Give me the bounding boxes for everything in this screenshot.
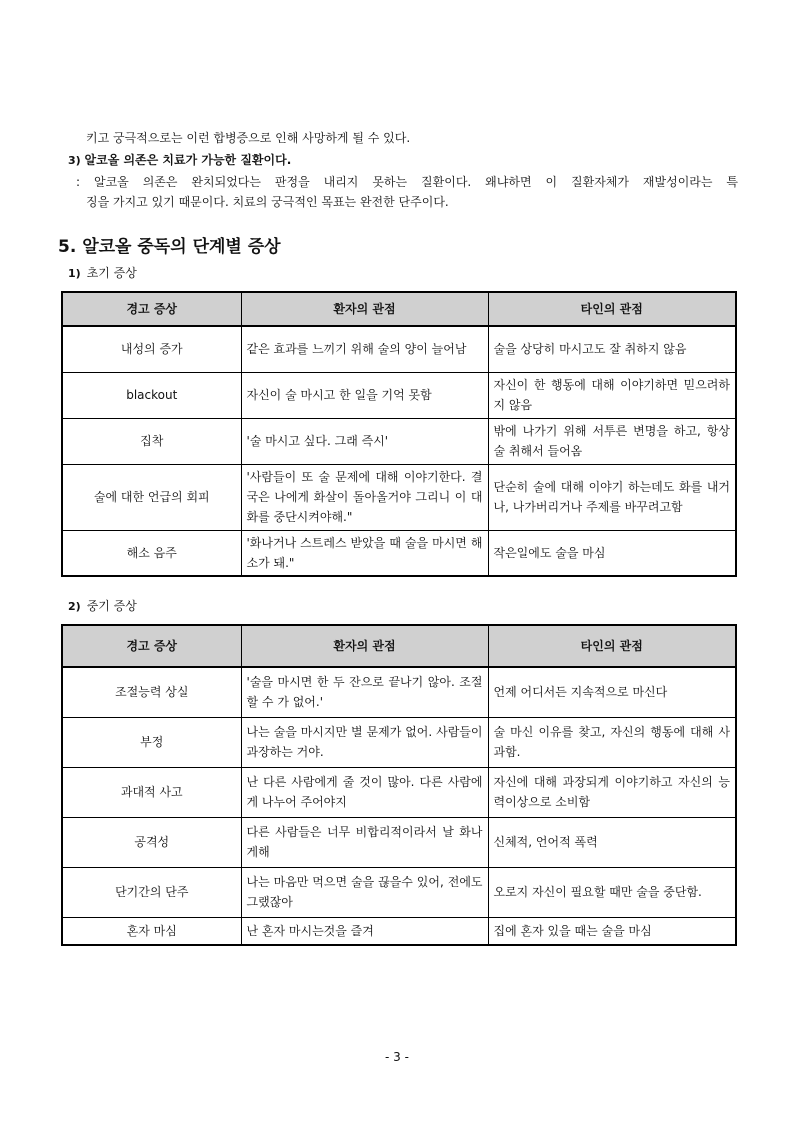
cell-warning: 부정: [62, 717, 241, 767]
cell-others: 단순히 술에 대해 이야기 하는데도 화를 내거나, 나가버리거나 주제를 바꾸려고함: [488, 464, 736, 530]
header-warning: 경고 증상: [62, 625, 241, 667]
header-others: 타인의 관점: [488, 292, 736, 326]
cell-others: 자신이 한 행동에 대해 이야기하면 믿으려하지 않음: [488, 372, 736, 418]
header-others: 타인의 관점: [488, 625, 736, 667]
page-number: - 3 -: [385, 1050, 409, 1064]
cell-warning: 혼자 마심: [62, 917, 241, 945]
intro-continuation: 키고 궁극적으로는 이런 합병증으로 인해 사망하게 될 수 있다.: [86, 131, 411, 145]
cell-others: 집에 혼자 있을 때는 술을 마심: [488, 917, 736, 945]
cell-patient: 나는 술을 마시지만 별 문제가 없어. 사람들이 과장하는 거야.: [241, 717, 488, 767]
cell-patient: 다른 사람들은 너무 비합리적이라서 날 화나게해: [241, 817, 488, 867]
point3-title: 알코올 의존은 치료가 가능한 질환이다.: [84, 153, 292, 167]
middle-subheading: [68, 597, 137, 616]
table-row: [62, 464, 736, 530]
early-title: 초기 증상: [86, 266, 137, 280]
cell-warning: 공격성: [62, 817, 241, 867]
cell-patient: '사람들이 또 술 문제에 대해 이야기한다. 결국은 나에게 화살이 돌아올거야 그리니 이 대화를 중단시켜야해.": [241, 464, 488, 530]
table-row: [62, 530, 736, 576]
cell-others: 작은일에도 술을 마심: [488, 530, 736, 576]
cell-warning: 과대적 사고: [62, 767, 241, 817]
point3-body-line2: 징을 가지고 있기 때문이다. 치료의 궁극적인 목표는 완전한 단주이다.: [86, 195, 449, 209]
cell-patient: 난 다른 사람에게 줄 것이 많아. 다른 사람에게 나누어 주어야지: [241, 767, 488, 817]
cell-others: 술을 상당히 마시고도 잘 취하지 않음: [488, 326, 736, 372]
cell-warning: 단기간의 단주: [62, 867, 241, 917]
table-row: [62, 418, 736, 464]
cell-warning: 내성의 증가: [62, 326, 241, 372]
cell-others: 밖에 나가기 위해 서투른 변명을 하고, 항상 술 취해서 들어옴: [488, 418, 736, 464]
table-row: [62, 667, 736, 717]
header-patient: 환자의 관점: [241, 292, 488, 326]
early-subheading: [68, 264, 137, 283]
point3-body-line1: : 알코올 의존은 완치되었다는 판정을 내리지 못하는 질환이다. 왜냐하면 이 질환자체가 재발성이라는 특: [76, 175, 738, 189]
early-symptoms-table: [61, 291, 737, 577]
cell-patient: 자신이 술 마시고 한 일을 기억 못함: [241, 372, 488, 418]
cell-warning: 술에 대한 언급의 회피: [62, 464, 241, 530]
cell-others: 신체적, 언어적 폭력: [488, 817, 736, 867]
table-row: [62, 867, 736, 917]
cell-others: 자신에 대해 과장되게 이야기하고 자신의 능력이상으로 소비함: [488, 767, 736, 817]
table-row: [62, 917, 736, 945]
header-warning: 경고 증상: [62, 292, 241, 326]
cell-others: 오로지 자신이 필요할 때만 술을 중단함.: [488, 867, 736, 917]
cell-patient: 같은 효과를 느끼기 위해 술의 양이 늘어남: [241, 326, 488, 372]
cell-warning: 조절능력 상실: [62, 667, 241, 717]
table-row: [62, 372, 736, 418]
cell-patient: '술 마시고 싶다. 그래 즉시': [241, 418, 488, 464]
cell-patient: '화나거나 스트레스 받았을 때 술을 마시면 해소가 돼.": [241, 530, 488, 576]
cell-others: 언제 어디서든 지속적으로 마신다: [488, 667, 736, 717]
table-row: [62, 717, 736, 767]
middle-title: 중기 증상: [86, 599, 137, 613]
table-header-row: [62, 292, 736, 326]
middle-symptoms-table: [61, 624, 737, 946]
header-patient: 환자의 관점: [241, 625, 488, 667]
cell-patient: 나는 마음만 먹으면 술을 끊을수 있어, 전에도 그랬잖아: [241, 867, 488, 917]
cell-patient: 난 혼자 마시는것을 즐겨: [241, 917, 488, 945]
middle-number: 2): [68, 600, 81, 613]
table-row: [62, 767, 736, 817]
point3-number: 3): [68, 154, 81, 167]
table-row: [62, 817, 736, 867]
table-header-row: [62, 625, 736, 667]
cell-warning: 집착: [62, 418, 241, 464]
cell-patient: '술을 마시면 한 두 잔으로 끝나기 않아. 조절할 수 가 없어.': [241, 667, 488, 717]
section5-title: 5. 알코올 중독의 단계별 증상: [58, 237, 281, 257]
table-row: [62, 326, 736, 372]
early-number: 1): [68, 267, 81, 280]
point3-heading: [68, 151, 291, 170]
cell-warning: 해소 음주: [62, 530, 241, 576]
cell-warning: blackout: [62, 372, 241, 418]
cell-others: 술 마신 이유를 찾고, 자신의 행동에 대해 사과함.: [488, 717, 736, 767]
